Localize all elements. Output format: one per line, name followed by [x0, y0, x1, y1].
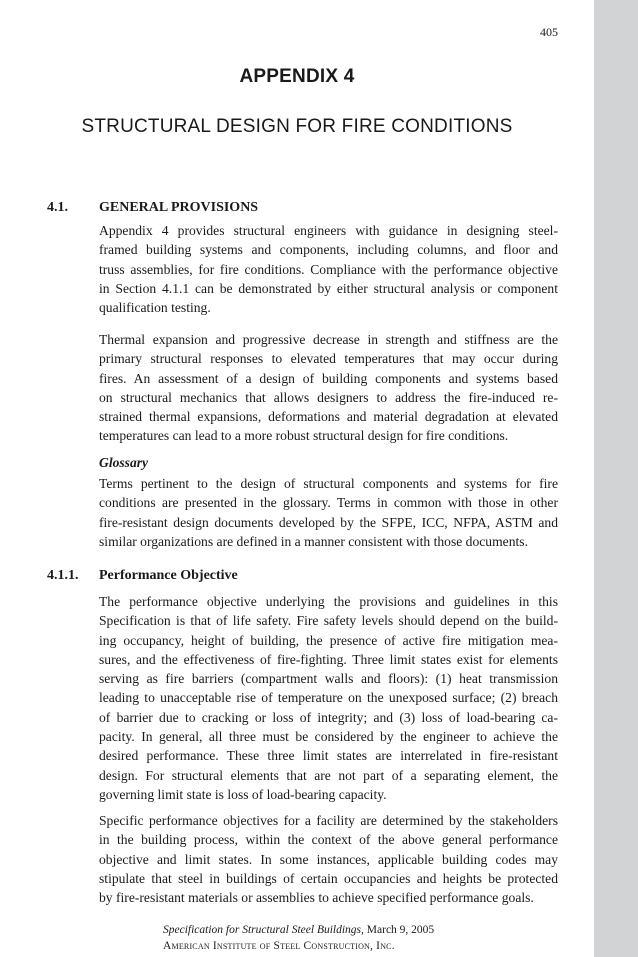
text-line: by fire-resistant materials or assemblies to achieve specified performance goals.: [99, 890, 534, 906]
section-heading-4-1: [47, 200, 258, 216]
section-title: GENERAL PROVISIONS: [99, 200, 259, 215]
appendix-title: APPENDIX 4: [239, 66, 355, 87]
text-line: qualification testing.: [99, 300, 211, 316]
paragraph-performance-objective-1: [99, 592, 558, 804]
footer-date: March 9, 2005: [363, 924, 435, 936]
text-line: pacity. In general, all three must be considered by the engineer to achieve the: [99, 729, 558, 745]
text-line: in the building process, within the context of the above general performance: [99, 832, 558, 848]
paragraph-general-provisions-2: [99, 330, 558, 446]
glossary-heading: Glossary: [99, 455, 149, 470]
text-line: framed building systems and components, including columns, and floor and: [99, 242, 558, 258]
text-line: primary structural responses to elevated temperatures that may occur during: [99, 351, 558, 367]
text-line: desired performance. These three limit states are interrelated in fire-resistant: [99, 748, 558, 764]
text-line: Specification is that of life safety. Fire safety levels should depend on the build-: [99, 613, 558, 629]
text-line: ing occupancy, height of building, the presence of active fire mitigation mea-: [99, 632, 558, 648]
paragraph-general-provisions-1: [99, 221, 558, 317]
section-number: 4.1.: [47, 200, 68, 215]
section-heading-4-1-1: [47, 568, 238, 584]
text-line: Appendix 4 provides structural engineers with guidance in designing steel-: [99, 223, 558, 238]
text-line: design. For structural elements that are not part of a separating element, the: [99, 767, 558, 783]
text-line: in Section 4.1.1 can be demonstrated by either structural analysis or component: [99, 280, 558, 296]
footer-publisher: American Institute of Steel Construction, Inc.: [163, 940, 395, 952]
text-line: similar organizations are defined in a manner consistent with those documents.: [99, 533, 528, 549]
text-line: objective and limit states. In some instances, applicable building codes may: [99, 851, 558, 867]
text-line: temperatures can lead to a more robust structural design for fire conditions.: [99, 428, 509, 444]
paragraph-glossary: [99, 474, 558, 551]
text-line: governing limit state is loss of load-bearing capacity.: [99, 786, 387, 802]
text-line: strained thermal expansions, deformations and material degradation at elevated: [99, 409, 558, 425]
section-number: 4.1.1.: [47, 568, 79, 583]
footer-spec-line: [163, 924, 434, 936]
page-margin-bar: [594, 0, 638, 957]
text-line: conditions are presented in the glossary. Terms in common with those in other: [99, 495, 558, 511]
text-line: Terms pertinent to the design of structural components and systems for fire: [99, 476, 558, 491]
text-line: sures, and the effectiveness of fire-fighting. Three limit states exist for elements: [99, 651, 558, 667]
text-line: Thermal expansion and progressive decrease in strength and stiffness are the: [99, 332, 558, 347]
footer-spec-title: Specification for Structural Steel Buildings,: [163, 924, 364, 936]
text-line: serving as fire barriers (compartment walls and floors): (1) heat transmission: [99, 671, 558, 687]
text-line: truss assemblies, for fire conditions. Compliance with the performance objective: [99, 261, 558, 277]
text-line: leading to unacceptable rise of temperature on the unexposed surface; (2) breach: [99, 690, 558, 706]
section-title: Performance Objective: [99, 568, 238, 583]
paragraph-performance-objective-2: [99, 811, 558, 907]
text-line: The performance objective underlying the provisions and guidelines in this: [99, 594, 558, 609]
appendix-subtitle: STRUCTURAL DESIGN FOR FIRE CONDITIONS: [81, 116, 513, 137]
text-line: fires. An assessment of a design of building components and systems based: [99, 370, 558, 386]
page-number: 405: [540, 25, 558, 39]
text-line: fire-resistant design documents developed by the SFPE, ICC, NFPA, ASTM and: [99, 514, 558, 530]
text-line: on structural mechanics that allows designers to address the fire-induced re-: [99, 389, 558, 405]
text-line: of barrier due to cracking or loss of integrity; and (3) loss of load-bearing ca-: [99, 709, 558, 725]
text-line: stipulate that steel in buildings of certain occupancies and heights be protected: [99, 870, 558, 886]
text-line: Specific performance objectives for a facility are determined by the stakeholders: [99, 813, 558, 828]
